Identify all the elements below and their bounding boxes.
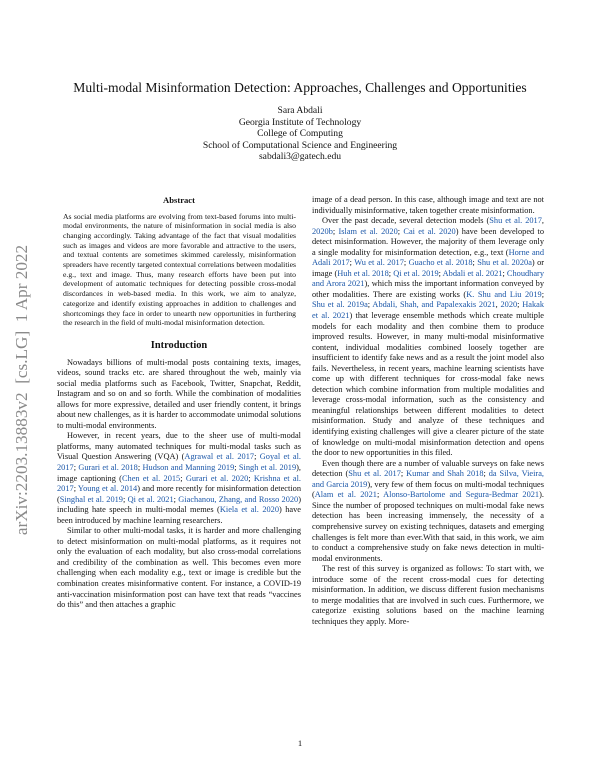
- citation-link[interactable]: Guacho et al. 2018: [408, 258, 473, 268]
- citation-link[interactable]: Hudson and Manning 2019: [142, 463, 235, 472]
- citation-link[interactable]: 2020: [500, 300, 518, 310]
- citation-link[interactable]: Islam et al. 2020: [338, 226, 398, 236]
- citation-link[interactable]: Shu et al. 2017: [489, 216, 542, 226]
- citation-link[interactable]: Choudhary and Arora 2021: [312, 268, 544, 289]
- abstract-heading: Abstract: [163, 195, 195, 205]
- citation-link[interactable]: Cai et al. 2020: [403, 226, 456, 236]
- author-name: Sara Abdali: [277, 105, 323, 116]
- citation-link[interactable]: Kumar and Shah 2018: [406, 469, 484, 479]
- citation-link[interactable]: Gurari et al. 2018: [78, 463, 138, 472]
- citation-link[interactable]: Qi et al. 2021: [127, 494, 174, 504]
- intro-paragraph-2: However, in recent years, due to the sheer use of multi-modal platforms, many automated techniques for multi-modal tasks such as Visual Question Answering (VQA) (Agrawal et al. 2017; Goyal et al. 2017; Gurari et al. 2018; Hudson and Manning 2019; Singh et al. 2019), image captioning (Chen et al. 2015; Gurari et al. 2020; Krishna et al. 2017; Young et al. 2014) and more recently for misinformation detection (Singhal et al. 2019; Qi et al. 2021; Giachanou, Zhang, and Rosso 2020) including hate speech in multi-modal memes (Kiela et al. 2020) have been introduced by machine learning researchers.: [57, 431, 302, 525]
- citation-link[interactable]: Shu et al. 2020a: [477, 258, 532, 268]
- author-college: College of Computing: [257, 128, 343, 140]
- right-column: [312, 195, 544, 627]
- introduction-heading: Introduction: [150, 339, 208, 351]
- author-school: School of Computational Science and Engineering: [202, 139, 398, 151]
- intro-paragraph-5: Over the past decade, several detection models (Shu et al. 2017, 2020b; Islam et al. 2020; Cai et al. 2020) have been developed to detect misinformation. However, the majority of them leverage only a single modality for misinformation detection, e.g., text (Horne and Adali 2017; Wu et al. 2017; Guacho et al. 2018; Shu et al. 2020a) or image (Huh et al. 2018; Qi et al. 2019; Abdali et al. 2021; Choudhary and Arora 2021), which miss the important information conveyed by other modalities. There are existing works (K. Shu and Liu 2019; Shu et al. 2019a; Abdali, Shah, and Papalexakis 2021, 2020; Hakak et al. 2021) that leverage ensemble methods which create multiple models for each modality and then combine them to produce improved results. However, in many multi-modal misinformative content, individual modalities combined loosely together are insufficient to identify fake news and as a result the joint model also fails. Nevertheless, in recent years, machine learning scientists have come up with different techniques for cross-modal fake news detection which combine information from multiple modalities and leverage cross-modal information, such as the consistency and meaningful relationships between different modalities to detect misinformation. Study and analyze of these techniques and identifying existing challenges will give a clearer picture of the state of knowledge on multi-modal misinformation detection and opens the door to new opportunities in this filed.: [312, 216, 545, 458]
- citation-link[interactable]: Shu et al. 2017: [348, 469, 401, 479]
- arxiv-stamp: [8, 210, 34, 570]
- author-affiliation: Georgia Institute of Technology: [238, 116, 362, 128]
- citation-link[interactable]: Krishna et al. 2017: [57, 473, 302, 494]
- citation-link[interactable]: Gurari et al. 2020: [185, 473, 249, 483]
- paper-title: Multi-modal Misinformation Detection: Approaches, Challenges and Opportunities: [73, 80, 527, 95]
- citation-link[interactable]: 2020b: [312, 226, 333, 236]
- citation-link[interactable]: Abdali, Shah, and Papalexakis 2021: [372, 300, 496, 310]
- citation-link[interactable]: Young et al. 2014: [77, 484, 138, 494]
- citation-link[interactable]: Singhal et al. 2019: [59, 494, 123, 504]
- intro-paragraph-6: Even though there are a number of valuable surveys on fake news detection (Shu et al. 2017; Kumar and Shah 2018; da Silva, Vieira, and Garcia 2019), very few of them focus on multi-modal techniques (Alam et al. 2021; Alonso-Bartolome and Segura-Bedmar 2021). Since the number of proposed techniques on multi-modal fake news detection has been increasing immensely, the necessity of a comprehensive survey on existing techniques, datasets and emerging challenges is felt more than ever.With that said, in this work, we aim to conduct a comprehensive study on fake news detection in multi-modal environments.: [312, 458, 544, 563]
- arxiv-stamp-svg: [8, 210, 34, 570]
- intro-paragraph-1: Nowadays billions of multi-modal posts containing texts, images, videos, sound tracks etc. are shared throughout the web, mainly via social media platforms such as Facebook, Twitter, Snapchat, Reddit, Instagram and so on and so forth. While the combination of modalities allows for more expressive, detailed and user friendly content, it brings about new challenges, as it is harder to accommodate unimodal solutions to multi-modal environments.: [57, 357, 301, 430]
- citation-link[interactable]: Kiela et al. 2020: [219, 505, 280, 515]
- citation-link[interactable]: Alonso-Bartolome and Segura-Bedmar 2021: [383, 490, 540, 500]
- citation-link[interactable]: Alam et al. 2021: [314, 490, 377, 500]
- author-block: [0, 105, 600, 163]
- citation-link[interactable]: Singh et al. 2019: [238, 463, 297, 472]
- citation-link[interactable]: Wu et al. 2017: [354, 258, 404, 268]
- citation-link[interactable]: Qi et al. 2019: [393, 268, 439, 278]
- citation-link[interactable]: da Silva, Vieira, and Garcia 2019: [312, 469, 544, 489]
- abstract-text: As social media platforms are evolving from text-based forums into multi-modal environments, the nature of misinformation in social media is also changing accordingly. Taking advantage of the fact that visual modalities such as images and videos are more favorable and attractive to the users, and textual contents are sometimes skimmed carelessly, misinformation spreaders have recently targeted contextual correlations between modalities e.g., text and image. Thus, many research efforts have been put into development of automatic techniques for detecting possible cross-modal discordances in web-based media. In this work, we aim to analyze, categorize and identify existing approaches in addition to challenges and shortcomings they face in order to unearth new opportunities in furthering the research in the field of multi-modal misinformation detection.: [63, 211, 296, 328]
- citation-link[interactable]: Huh et al. 2018: [337, 268, 389, 278]
- citation-link[interactable]: Horne and Adali 2017: [312, 247, 544, 268]
- citation-link[interactable]: Giachanou, Zhang, and Rosso 2020: [178, 494, 299, 504]
- citation-link[interactable]: Abdali et al. 2021: [442, 268, 503, 278]
- citation-link[interactable]: Agrawal et al. 2017: [184, 452, 255, 462]
- citation-link[interactable]: Shu et al. 2019a: [312, 300, 368, 310]
- citation-link[interactable]: Chen et al. 2015: [121, 473, 181, 483]
- citation-link[interactable]: Hakak et al. 2021: [312, 300, 545, 321]
- page-number: 1: [297, 738, 303, 748]
- author-email: sabdali3@gatech.edu: [258, 151, 342, 163]
- intro-paragraph-3: Similar to other multi-modal tasks, it is harder and more challenging to detect misinformation on multi-modal platforms, as it requires not only the evaluation of each modality, but also cross-modal correlations and credibility of the combination as well. This becomes even more challenging when each modality e.g., text or image is credible but the combination creates misinformative content. For instance, a COVID-19 anti-vaccination misinformation post can have text that reads “vaccines do this” and then attaches a graphic: [57, 526, 301, 610]
- citation-link[interactable]: K. Shu and Liu 2019: [466, 289, 542, 299]
- arxiv-id-text: arXiv:2203.13883v2 [cs.LG] 1 Apr 2022: [12, 244, 31, 536]
- intro-paragraph-4: image of a dead person. In this case, although image and text are not individually misinformative, taken together create misinformation.: [312, 195, 544, 215]
- intro-paragraph-7: The rest of this survey is organized as follows: To start with, we introduce some of the recent cross-modal cues for detecting misinformation. In addition, we discuss different fusion mechanisms to merge modalities that are involved in such cues. Furthermore, we categorize existing solutions based on the machine learning techniques they apply. More-: [312, 564, 544, 626]
- citation-link[interactable]: Goyal et al. 2017: [57, 452, 301, 472]
- left-column: [57, 195, 301, 611]
